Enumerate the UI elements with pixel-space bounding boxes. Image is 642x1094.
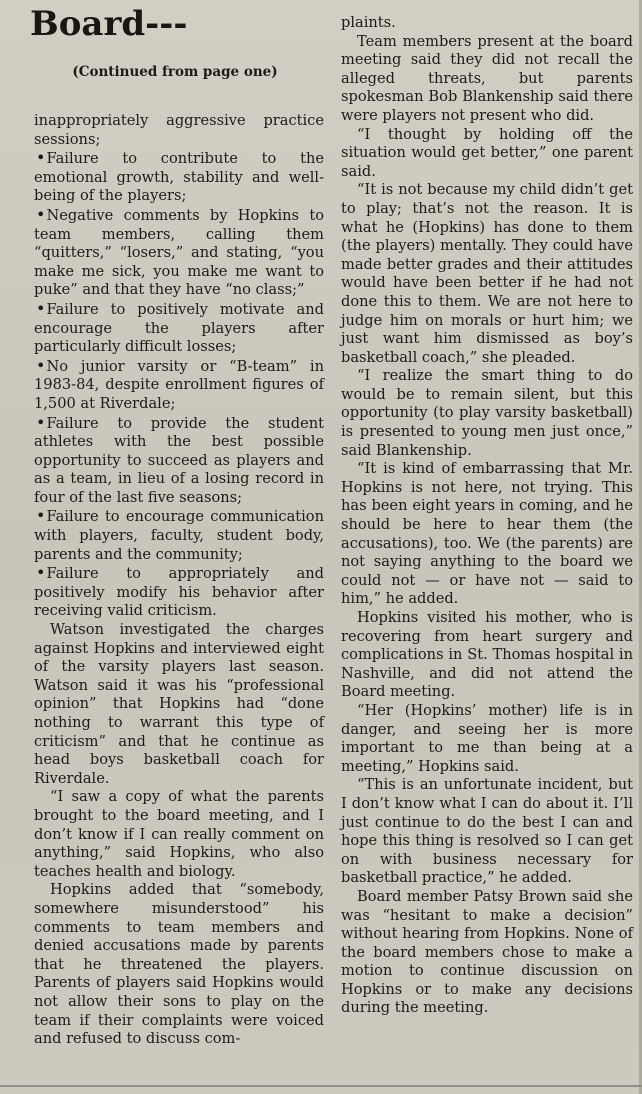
paragraph: plaints. <box>341 14 396 31</box>
paragraph: “It is not because my child didn’t get to play; that’s not the reason. It is what he (Hopkins) has done to them (the players) mentally. They could have made better grades and their attitudes would have been better if he had not done this to them. We are not here to judge him on morals or hurt him; we just want him dismissed as boy’s basketball coach,” she pleaded. <box>341 181 633 366</box>
bullet-item: • No junior varsity or “B-team” in 1983-84, despite enrollment figures of 1,500 at Riverdale; <box>34 357 324 414</box>
paragraph: Hopkins added that “somebody, somewhere misunderstood” his comments to team members and denied accusations made by parents that he threatened the players. Parents of players said Hopkins would not allow their sons to play on the team if their complaints were voiced and refused to discuss com- <box>34 881 324 1048</box>
paragraph: “This is an unfortunate incident, but I don’t know what I can do about it. I’ll just continue to do the best I can and hope this thing is resolved so I can get on with business necessary for basketball practice,” he added. <box>341 776 633 887</box>
bullet-item: • Failure to encourage communication with players, faculty, student body, parents and the community; <box>34 507 324 564</box>
text-column-left <box>34 112 324 1049</box>
text-column-right <box>341 14 633 1018</box>
bullet-item: • Failure to appropriately and positively modify his behavior after receiving valid criticism. <box>34 564 324 621</box>
paragraph: inappropriately aggressive practice sessions; <box>34 112 324 148</box>
bottom-rule <box>0 1085 642 1087</box>
continued-from-note: (Continued from page one) <box>72 64 278 80</box>
paragraph: “Her (Hopkins’ mother) life is in danger, and seeing her is more important to me than being at a meeting,” Hopkins said. <box>341 701 633 775</box>
bullet-item: • Failure to contribute to the emotional growth, stability and well-being of the players; <box>34 149 324 206</box>
paragraph: Team members present at the board meeting said they did not recall the alleged threats, but parents spokesman Bob Blankenship said there were players not present who did. <box>341 32 633 124</box>
paragraph: “I thought by holding off the situation would get better,” one parent said. <box>341 125 633 180</box>
paragraph: “It is kind of embarrassing that Mr. Hopkins is not here, not trying. This has been eight years in coming, and he should be here to hear them (the accusations), too. We (the parents) are not saying anything to the board we could not — or have not — said to him,” he added. <box>341 460 633 608</box>
headline: Board--- <box>30 4 188 44</box>
paragraph: Board member Patsy Brown said she was “hesitant to make a decision” without hearing from Hopkins. None of the board members chose to make a motion to continue discussion on Hopkins or to make any decisions during the meeting. <box>341 887 633 1017</box>
bullet-item: • Failure to positively motivate and encourage the players after particularly difficult losses; <box>34 300 324 357</box>
bullet-item: • Negative comments by Hopkins to team members, calling them “quitters,” “losers,” and stating, “you make me sick, you make me want to puke” and that they have “no class;” <box>34 206 324 300</box>
paragraph: Watson investigated the charges against Hopkins and interviewed eight of the varsity players last season. Watson said it was his “professional opinion” that Hopkins had “done nothing to warrant this type of criticism” and that he continue as head boys basketball coach for Riverdale. <box>34 621 324 787</box>
paragraph: “I saw a copy of what the parents brought to the board meeting, and I don’t know if I can really comment on anything,” said Hopkins, who also teaches health and biology. <box>34 788 324 880</box>
bullet-item: • Failure to provide the student athletes with the best possible opportunity to succeed as players and as a team, in lieu of a losing record in four of the last five seasons; <box>34 414 324 508</box>
paragraph: Hopkins visited his mother, who is recovering from heart surgery and complications in St. Thomas hospital in Nashville, and did not attend the Board meeting. <box>341 609 633 701</box>
paragraph: “I realize the smart thing to do would be to remain silent, but this opportunity (to play varsity basketball) is presented to young men just once,” said Blankenship. <box>341 367 633 459</box>
